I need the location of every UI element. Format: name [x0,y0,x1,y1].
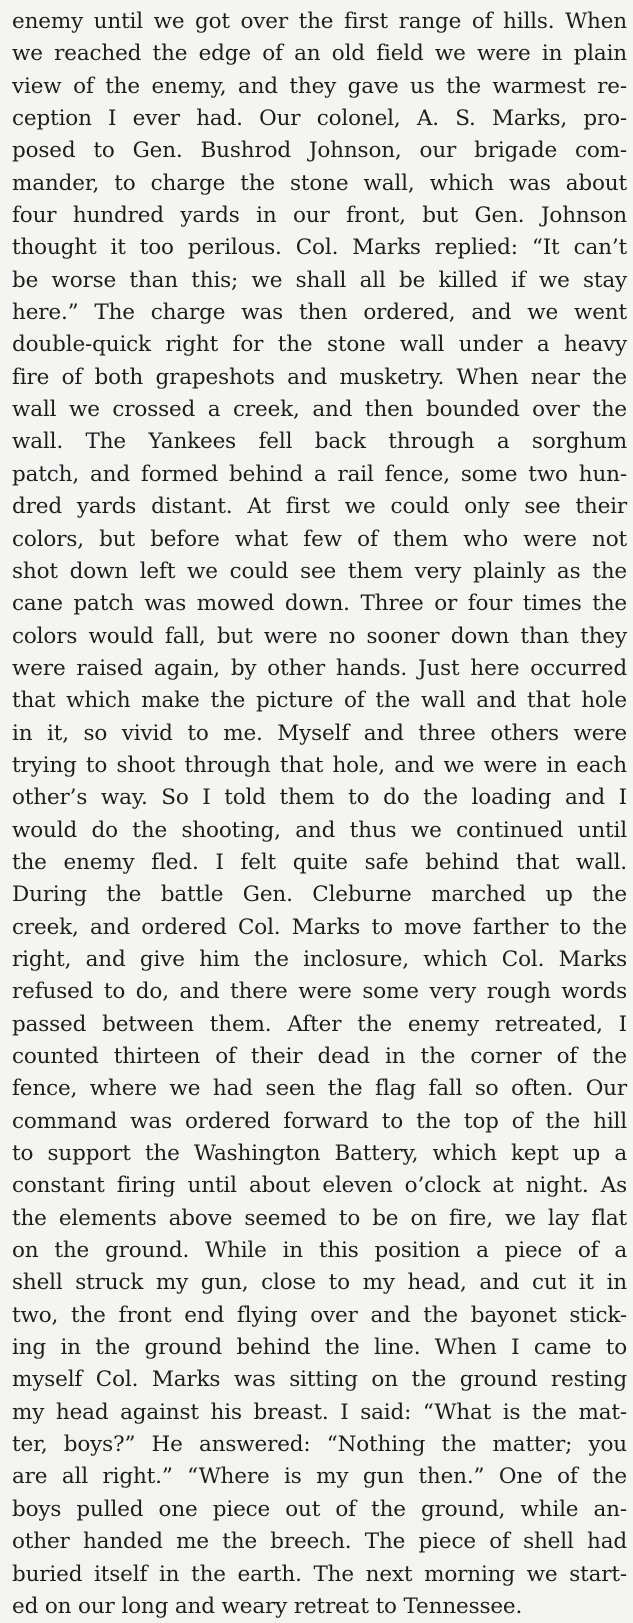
text-line: be worse than this; we shall all be killed if we stay [12,267,627,293]
text-line: right, and give him the inclosure, which Col. Marks [12,946,627,972]
text-line: wall. The Yankees fell back through a sorghum [12,429,627,455]
text-line: wall we crossed a creek, and then bounded over the [12,397,627,423]
text-line: to support the Washington Battery, which kept up a [12,1141,627,1167]
text-line: refused to do, and there were some very rough words [12,979,627,1005]
text-line: the elements above seemed to be on fire, we lay flat [12,1205,627,1231]
text-line: shell struck my gun, close to my head, and cut it in [12,1270,627,1296]
text-line: fence, where we had seen the flag fall so often. Our [12,1076,627,1102]
text-line: cane patch was mowed down. Three or four times the [12,591,627,617]
text-line: command was ordered forward to the top of the hill [12,1108,627,1134]
text-line: other handed me the breech. The piece of shell had [12,1529,627,1555]
text-line: dred yards distant. At first we could only see their [12,494,627,520]
text-line: ed on our long and weary retreat to Tennessee. [12,1593,523,1619]
text-line: trying to shoot through that hole, and we were in each [12,752,627,778]
text-line: here.” The charge was then ordered, and we went [12,300,627,326]
text-line: my head against his breast. I said: “What is the mat- [12,1399,627,1425]
text-line: During the battle Gen. Cleburne marched up the [12,882,627,908]
text-line: on the ground. While in this position a piece of a [12,1238,627,1264]
text-line: are all right.” “Where is my gun then.” One of the [12,1464,627,1490]
text-line: the enemy fled. I felt quite safe behind that wall. [12,849,627,875]
text-line: counted thirteen of their dead in the corner of the [12,1044,627,1069]
text-line: two, the front end flying over and the bayonet stick- [12,1302,627,1328]
text-line: we reached the edge of an old field we were in plain [12,41,627,67]
text-line: in it, so vivid to me. Myself and three others were [12,720,627,746]
text-line: view of the enemy, and they gave us the warmest re- [12,73,627,99]
text-line: creek, and ordered Col. Marks to move farther to the [12,914,627,940]
text-line: four hundred yards in our front, but Gen. Johnson [12,203,627,229]
text-column [12,6,627,1623]
text-line: double-quick right for the stone wall under a heavy [12,332,627,358]
text-line: ception I ever had. Our colonel, A. S. Marks, pro- [12,106,627,132]
text-line: enemy until we got over the first range of hills. When [12,9,627,34]
text-line: that which make the picture of the wall and that hole [12,688,627,714]
text-line: would do the shooting, and thus we continued until [12,817,627,843]
text-line: buried itself in the earth. The next morning we start- [12,1561,627,1587]
text-line: fire of both grapeshots and musketry. When near the [12,364,627,390]
text-line: thought it too perilous. Col. Marks replied: “It can’t [12,235,627,261]
text-line: posed to Gen. Bushrod Johnson, our brigade com- [12,138,627,164]
text-line: myself Col. Marks was sitting on the ground resting [12,1367,627,1393]
text-line: were raised again, by other hands. Just here occurred [12,655,627,681]
text-line: ing in the ground behind the line. When I came to [12,1335,627,1361]
text-line: colors, but before what few of them who were not [12,526,627,552]
text-line: boys pulled one piece out of the ground, while an- [12,1496,627,1522]
text-line: passed between them. After the enemy retreated, I [12,1011,627,1037]
text-line: patch, and formed behind a rail fence, some two hun- [12,461,627,487]
text-line: other’s way. So I told them to do the loading and I [12,785,627,811]
text-line: constant firing until about eleven o’clock at night. As [12,1173,627,1199]
text-line: colors would fall, but were no sooner down than they [12,623,627,649]
text-line: shot down left we could see them very plainly as the [12,558,627,584]
text-line: ter, boys?” He answered: “Nothing the matter; you [12,1432,627,1458]
text-line: mander, to charge the stone wall, which was about [12,170,627,196]
